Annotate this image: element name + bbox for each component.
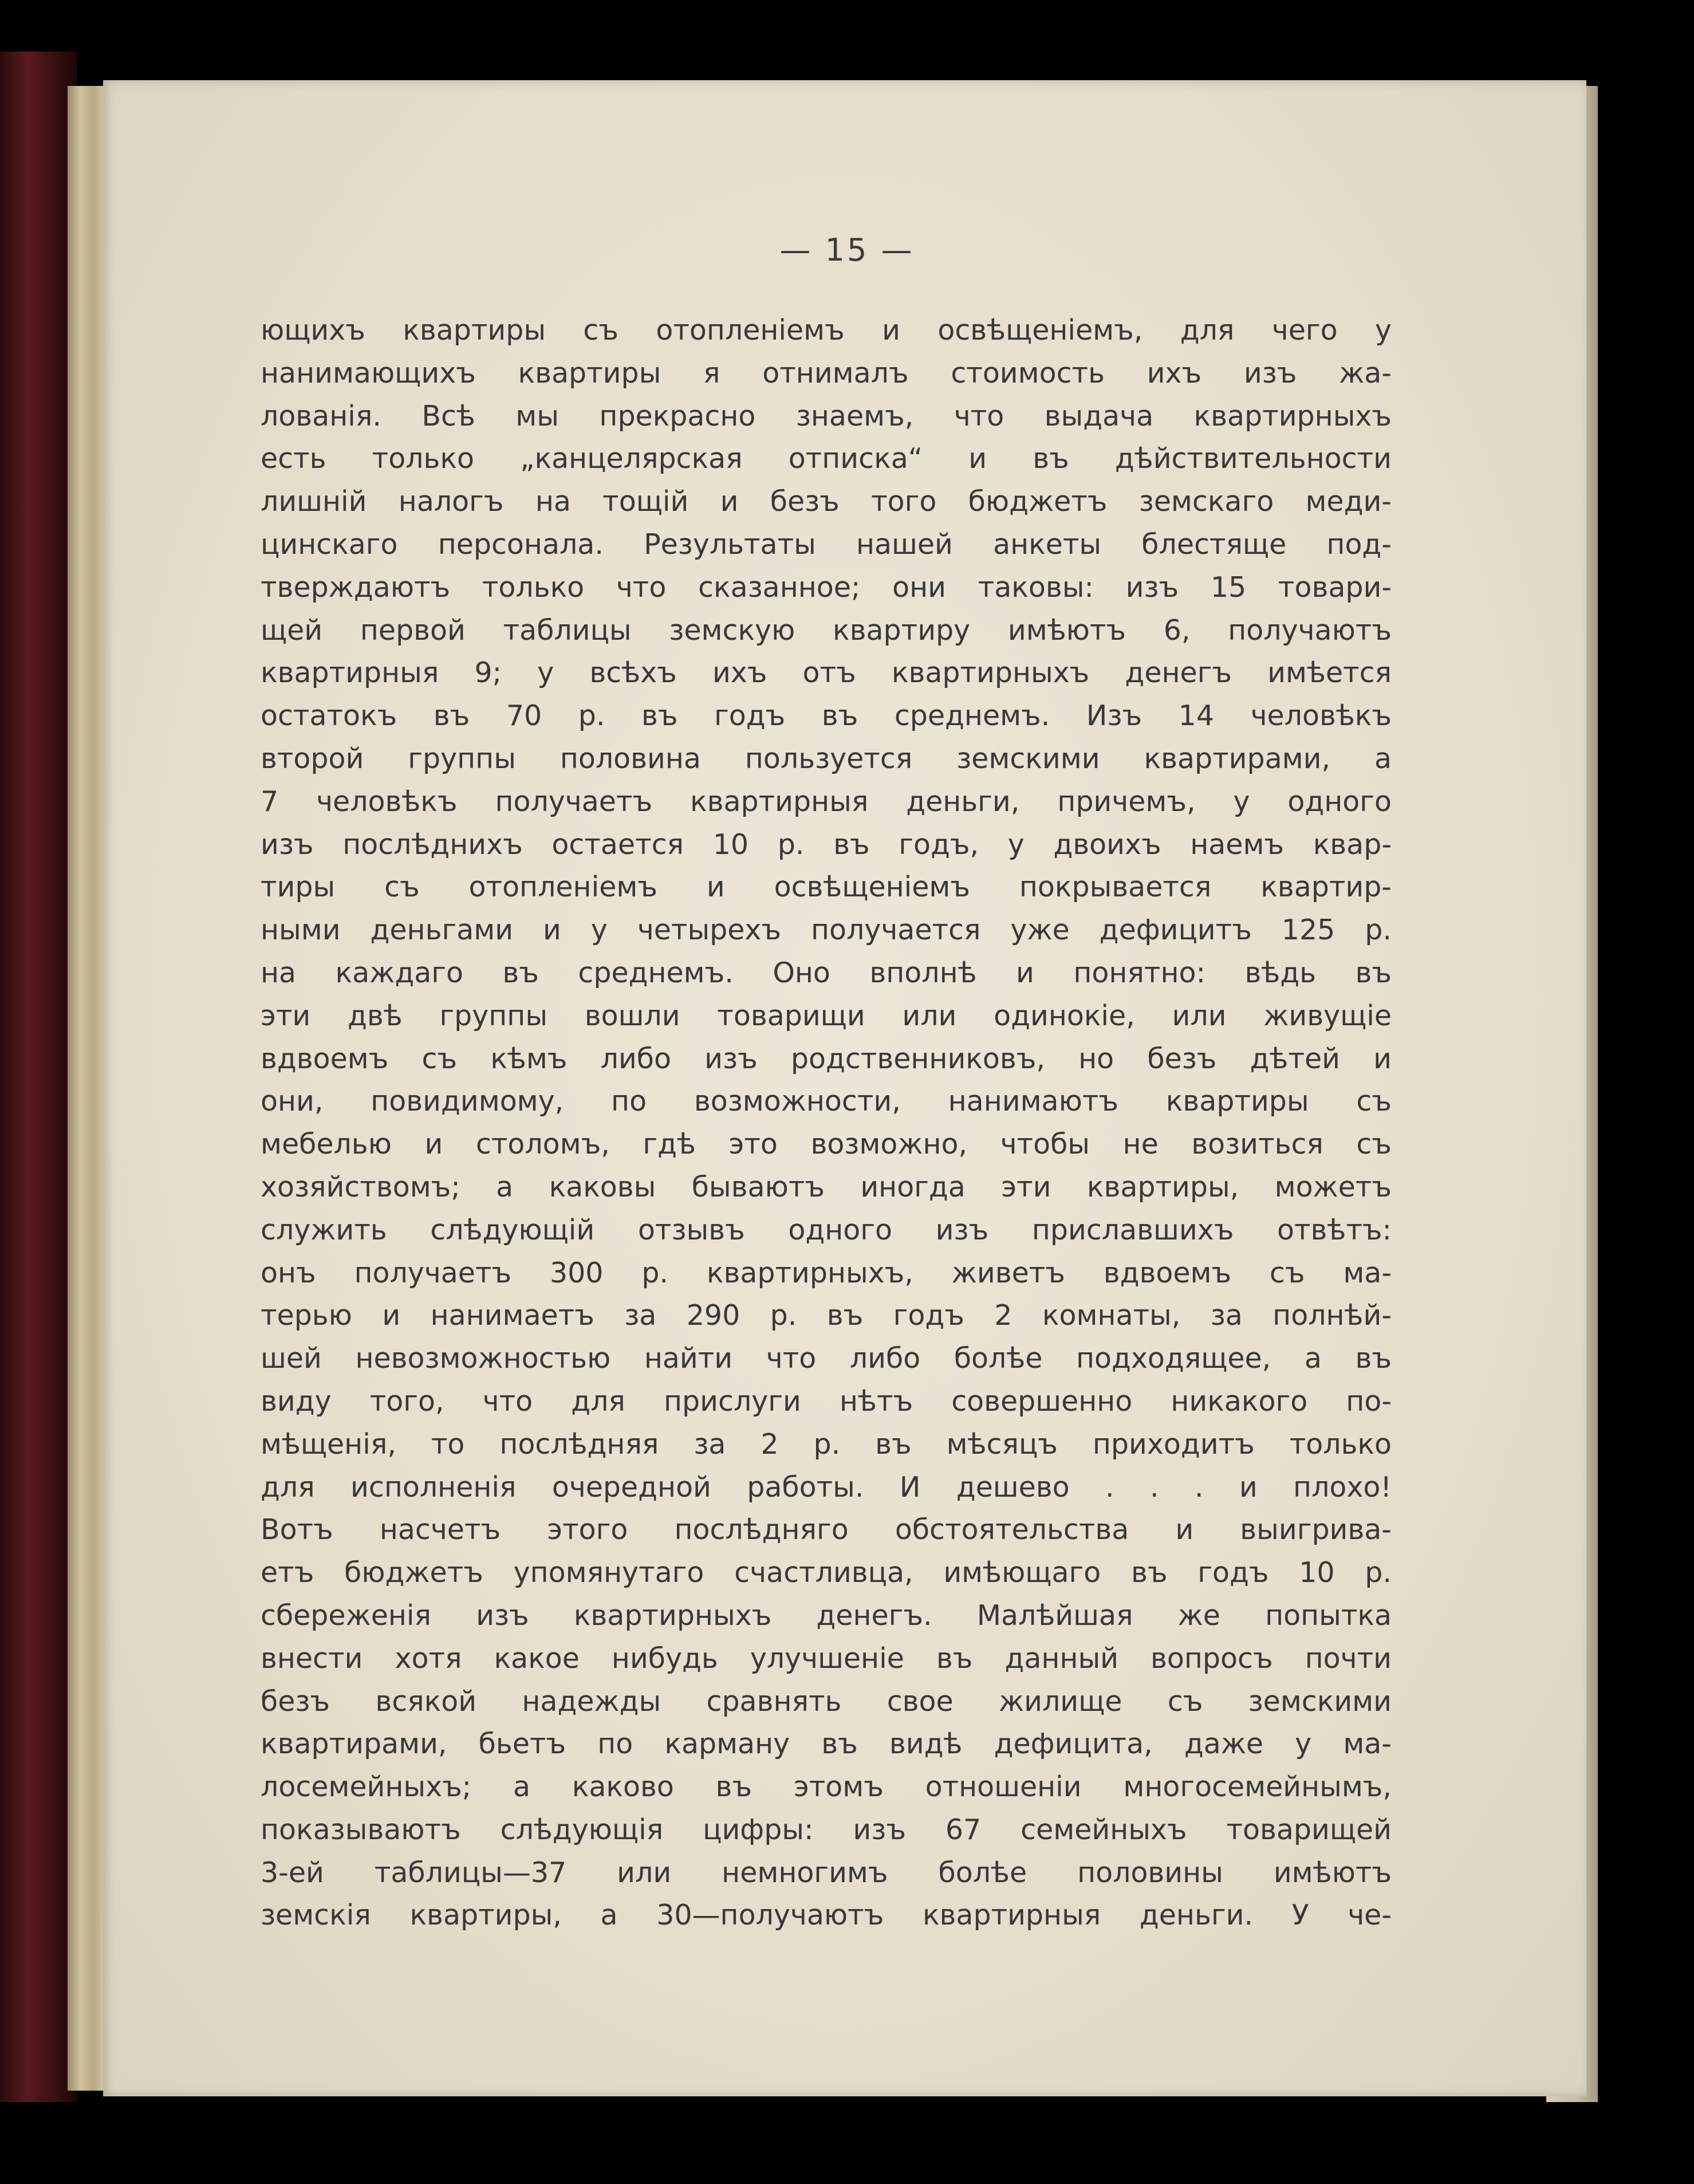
book-cover-edge — [0, 52, 77, 2102]
text-line: щей первой таблицы земскую квартиру имѣютъ 6, получаютъ — [261, 613, 1392, 647]
text-line: лованiя. Всѣ мы прекрасно знаемъ, что выдача квартирныхъ — [261, 399, 1392, 432]
text-line: служить слѣдующiй отзывъ одного изъ приславшихъ отвѣтъ: — [261, 1213, 1392, 1246]
text-line: етъ бюджетъ упомянутаго счастливца, имѣющаго въ годъ 10 р. — [261, 1556, 1392, 1589]
text-line: терью и нанимаетъ за 290 р. въ годъ 2 комнаты, за полнѣй- — [261, 1299, 1392, 1332]
text-line: тиры съ отопленiемъ и освѣщенiемъ покрывается квартир- — [261, 871, 1392, 904]
text-line: ющихъ квартиры съ отопленiемъ и освѣщенiемъ, для чего у — [261, 314, 1392, 347]
text-line: хозяйствомъ; а каковы бываютъ иногда эти квартиры, можетъ — [261, 1170, 1392, 1203]
text-line: лосемейныхъ; а каково въ этомъ отношенiи многосемейнымъ, — [261, 1770, 1392, 1804]
text-line: лишнiй налогъ на тощiй и безъ того бюджетъ земскаго меди- — [261, 485, 1392, 518]
text-line: второй группы половина пользуется земскими квартирами, а — [261, 742, 1392, 775]
text-line: 7 человѣкъ получаетъ квартирныя деньги, причемъ, у одного — [261, 785, 1392, 818]
text-line: они, повидимому, по возможности, нанимаютъ квартиры съ — [261, 1085, 1392, 1118]
body-text — [261, 309, 1392, 1937]
text-line: остатокъ въ 70 р. въ годъ въ среднемъ. Изъ 14 человѣкъ — [261, 699, 1392, 733]
text-line: сбереженiя изъ квартирныхъ денегъ. Малѣйшая же попытка — [261, 1599, 1392, 1632]
text-line: земскiя квартиры, а 30—получаютъ квартирныя деньги. У че- — [261, 1899, 1392, 1932]
text-line: на каждаго въ среднемъ. Оно вполнѣ и понятно: вѣдь въ — [261, 956, 1392, 989]
text-line: есть только „канцелярская отписка“ и въ дѣйствительности — [261, 442, 1392, 475]
page-number: — 15 — — [779, 232, 915, 268]
text-line: внести хотя какое нибудь улучшенiе въ данный вопросъ почти — [261, 1642, 1392, 1675]
text-line: тверждаютъ только что сказанное; они таковы: изъ 15 товари- — [261, 570, 1392, 604]
text-line: квартирами, бьетъ по карману въ видѣ дефицита, даже у ма- — [261, 1727, 1392, 1761]
text-line: 3-ей таблицы—37 или немногимъ болѣе половины имѣютъ — [261, 1856, 1392, 1889]
text-line: вдвоемъ съ кѣмъ либо изъ родственниковъ, но безъ дѣтей и — [261, 1042, 1392, 1075]
text-line: эти двѣ группы вошли товарищи или одинокiе, или живущiе — [261, 999, 1392, 1032]
text-line: показываютъ слѣдующiя цифры: изъ 67 семейныхъ товарищей — [261, 1813, 1392, 1846]
text-line: мебелью и столомъ, гдѣ это возможно, чтобы не возиться съ — [261, 1128, 1392, 1161]
text-line: Вотъ насчетъ этого послѣдняго обстоятельства и выигрива- — [261, 1513, 1392, 1546]
text-line: для исполненiя очередной работы. И дешево . . . и плохо! — [261, 1470, 1392, 1504]
text-line: мѣщенiя, то послѣдняя за 2 р. въ мѣсяцъ приходитъ только — [261, 1427, 1392, 1461]
text-line: изъ послѣднихъ остается 10 р. въ годъ, у двоихъ наемъ квар- — [261, 828, 1392, 861]
text-line: виду того, что для прислуги нѣтъ совершенно никакого по- — [261, 1384, 1392, 1418]
text-line: ными деньгами и у четырехъ получается уже дефицитъ 125 р. — [261, 914, 1392, 947]
text-line: квартирныя 9; у всѣхъ ихъ отъ квартирныхъ денегъ имѣется — [261, 656, 1392, 690]
text-line: безъ всякой надежды сравнять свое жилище съ земскими — [261, 1685, 1392, 1718]
text-line: шей невозможностью найти что либо болѣе подходящее, а въ — [261, 1342, 1392, 1375]
text-line: онъ получаетъ 300 р. квартирныхъ, живетъ вдвоемъ съ ма- — [261, 1256, 1392, 1289]
text-line: нанимающихъ квартиры я отнималъ стоимость ихъ изъ жа- — [261, 356, 1392, 389]
text-line: цинскаго персонала. Результаты нашей анкеты блестяще под- — [261, 528, 1392, 561]
